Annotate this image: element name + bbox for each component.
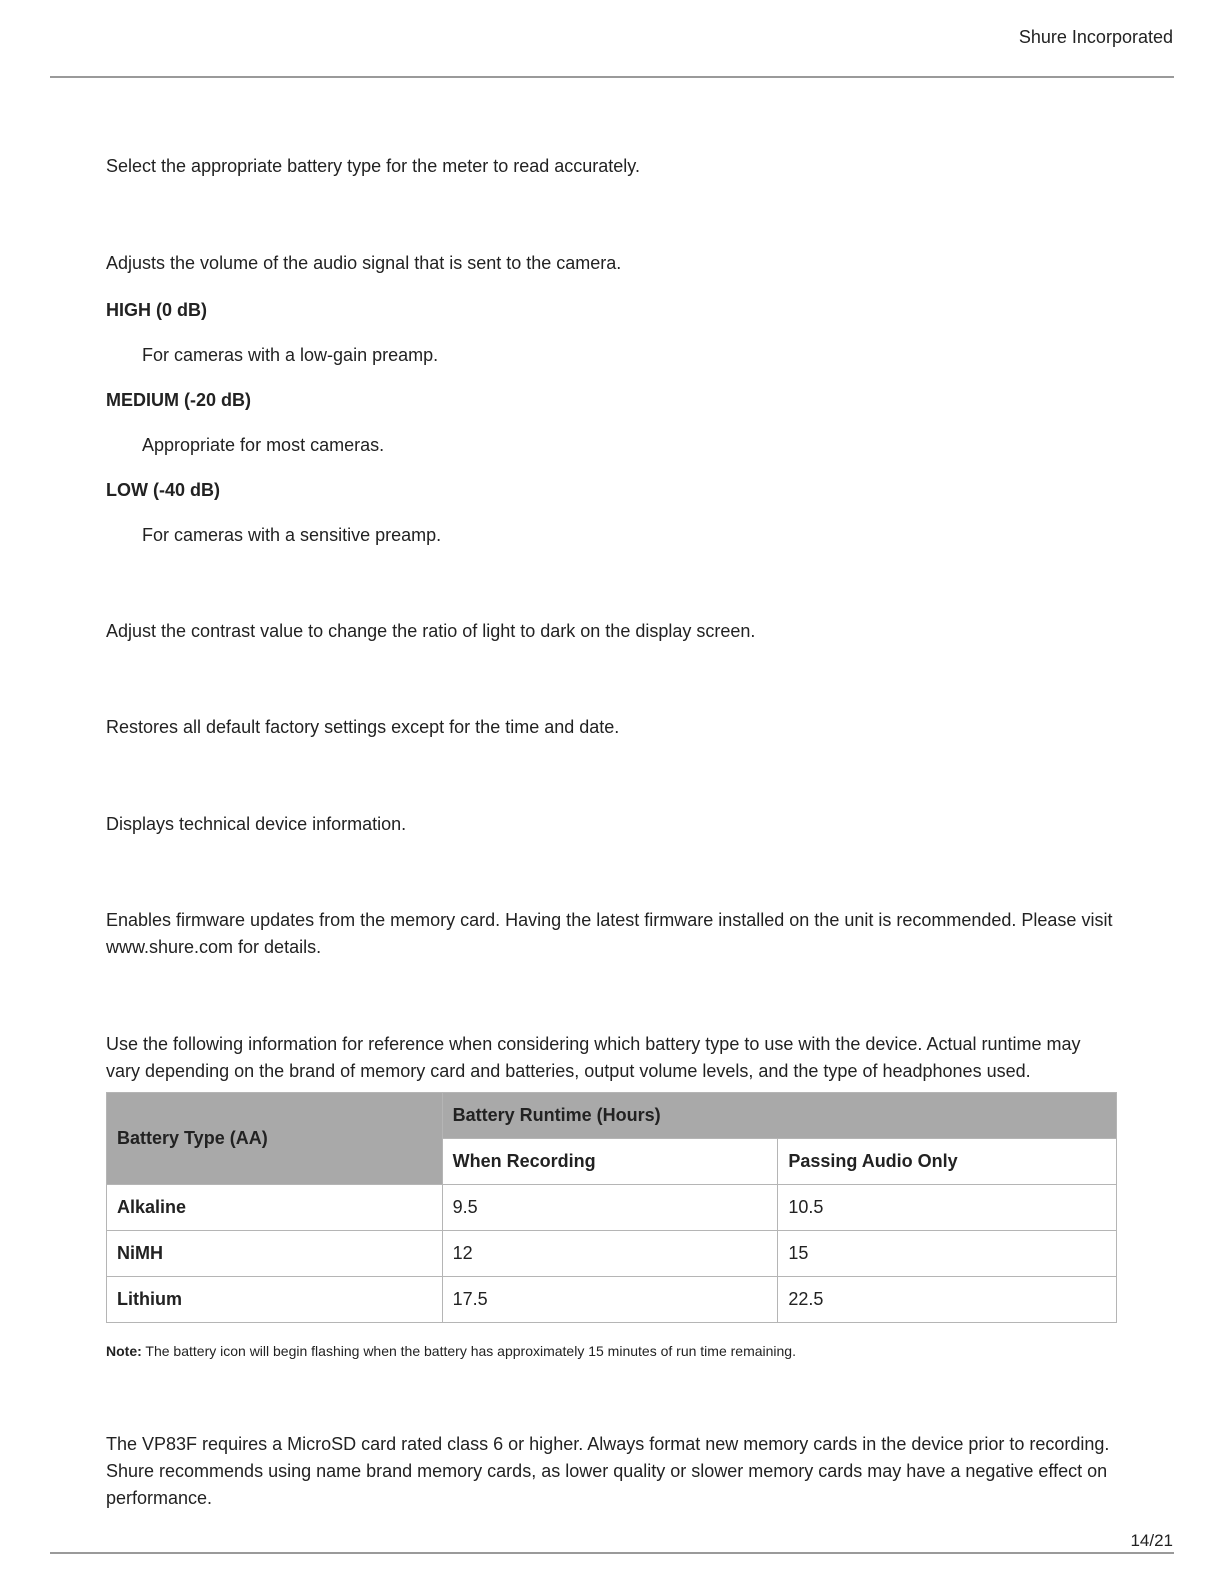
- passing-hours-cell: 15: [778, 1231, 1117, 1277]
- header-divider: [50, 76, 1174, 78]
- header-when-recording: When Recording: [442, 1139, 778, 1185]
- page-number: 14/21: [1130, 1531, 1173, 1550]
- table-row: [107, 1231, 1117, 1277]
- recording-hours-cell: 9.5: [442, 1185, 778, 1231]
- volume-term-high: HIGH (0 dB): [106, 300, 207, 320]
- recording-hours-cell: 17.5: [442, 1277, 778, 1323]
- battery-type-description: Select the appropriate battery type for the meter to read accurately.: [106, 156, 640, 176]
- note-text: The battery icon will begin flashing when the battery has approximately 15 minutes of run time remaining.: [141, 1343, 796, 1359]
- header-company-name: Shure Incorporated: [1018, 27, 1173, 47]
- volume-def-low: For cameras with a sensitive preamp.: [142, 525, 442, 545]
- volume-def-medium: Appropriate for most cameras.: [142, 435, 385, 455]
- battery-type-cell: Alkaline: [107, 1185, 443, 1231]
- header-battery-type: Battery Type (AA): [107, 1093, 443, 1185]
- volume-def-high: For cameras with a low-gain preamp.: [142, 345, 439, 365]
- table-header-row: [107, 1093, 1117, 1139]
- header-battery-runtime: Battery Runtime (Hours): [442, 1093, 1116, 1139]
- battery-note: [106, 1343, 796, 1359]
- battery-runtime-intro: Use the following information for reference when considering which battery type to use with the device. Actual runtime may vary depending on the brand of memory card and batteries, output volume levels, and the type of headphones used.: [106, 1034, 1081, 1081]
- header-passing-audio: Passing Audio Only: [778, 1139, 1117, 1185]
- volume-description: Adjusts the volume of the audio signal that is sent to the camera.: [106, 253, 622, 273]
- passing-hours-cell: 22.5: [778, 1277, 1117, 1323]
- volume-term-low: LOW (-40 dB): [106, 480, 220, 500]
- footer-divider: [50, 1552, 1174, 1554]
- passing-hours-cell: 10.5: [778, 1185, 1117, 1231]
- volume-term-medium: MEDIUM (-20 dB): [106, 390, 251, 410]
- firmware-description: Enables firmware updates from the memory card. Having the latest firmware installed on the unit is recommended. Please visit www.shure.com for details.: [106, 910, 1113, 957]
- memory-card-description: The VP83F requires a MicroSD card rated class 6 or higher. Always format new memory cards in the device prior to recording. Shure recommends using name brand memory cards, as lower quality or slower memory cards may have a negative effect on performance.: [106, 1434, 1110, 1508]
- restore-description: Restores all default factory settings except for the time and date.: [106, 717, 620, 737]
- battery-runtime-table: [106, 1092, 1117, 1323]
- table-row: [107, 1185, 1117, 1231]
- note-label: Note:: [106, 1343, 142, 1359]
- recording-hours-cell: 12: [442, 1231, 778, 1277]
- device-info-description: Displays technical device information.: [106, 814, 407, 834]
- battery-type-cell: NiMH: [107, 1231, 443, 1277]
- table-row: [107, 1277, 1117, 1323]
- contrast-description: Adjust the contrast value to change the ratio of light to dark on the display screen.: [106, 621, 756, 641]
- battery-type-cell: Lithium: [107, 1277, 443, 1323]
